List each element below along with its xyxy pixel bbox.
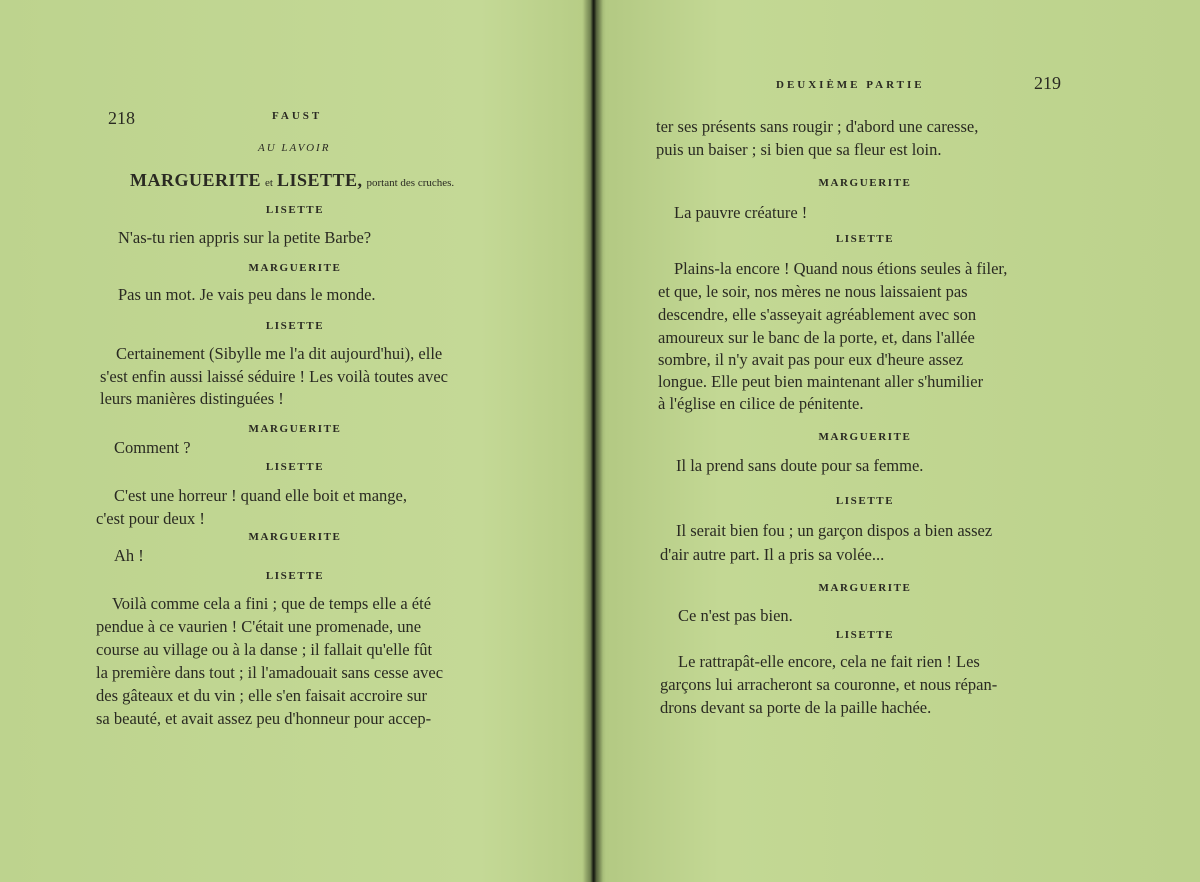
speaker-label: MARGUERITE — [818, 431, 912, 443]
cast-name-marguerite: MARGUERITE — [130, 170, 262, 190]
dialogue-line: Comment ? — [114, 438, 191, 457]
continuation-line: ter ses présents sans rougir ; d'abord une caresse, — [656, 117, 979, 136]
cast-conjunction: et — [265, 177, 273, 189]
speaker-label: MARGUERITE — [818, 582, 912, 594]
continuation-line: puis un baiser ; si bien que sa fleur est loin. — [656, 140, 942, 159]
dialogue-line: Le rattrapât-elle encore, cela ne fait rien ! Les — [678, 652, 980, 671]
speaker-label: LISETTE — [835, 629, 895, 641]
left-page — [0, 0, 590, 882]
dialogue-line: La pauvre créature ! — [674, 203, 808, 222]
dialogue-line: descendre, elle s'asseyait agréablement avec son — [658, 305, 977, 324]
speaker-label: MARGUERITE — [248, 531, 342, 543]
dialogue-line: C'est une horreur ! quand elle boit et mange, — [114, 486, 408, 505]
dialogue-line: Voilà comme cela a fini ; que de temps elle a été — [112, 594, 432, 613]
dialogue-line: c'est pour deux ! — [96, 509, 205, 528]
dialogue-line: Il la prend sans doute pour sa femme. — [676, 456, 924, 475]
dialogue-line: s'est enfin aussi laissé séduire ! Les voilà toutes avec — [100, 367, 448, 386]
running-head-left: FAUST — [272, 110, 323, 122]
speaker-label: MARGUERITE — [248, 262, 342, 274]
right-page — [600, 0, 1200, 882]
dialogue-line: Ce n'est pas bien. — [678, 606, 793, 625]
dialogue-line: pendue à ce vaurien ! C'était une promenade, une — [96, 617, 422, 636]
dialogue-line: Pas un mot. Je vais peu dans le monde. — [118, 285, 376, 304]
dialogue-line: la première dans tout ; il l'amadouait sans cesse avec — [96, 663, 444, 682]
dialogue-line: Plains-la encore ! Quand nous étions seules à filer, — [674, 259, 1008, 278]
dialogue-line: des gâteaux et du vin ; elle s'en faisait accroire sur — [96, 686, 428, 705]
dialogue-line: Certainement (Sibylle me l'a dit aujourd'hui), elle — [116, 344, 443, 363]
dialogue-line: sombre, il n'y avait pas pour eux d'heure assez — [658, 350, 964, 369]
page-number-right: 219 — [1034, 73, 1061, 93]
dialogue-line: leurs manières distinguées ! — [100, 389, 284, 408]
dialogue-line: garçons lui arracheront sa couronne, et nous répan- — [660, 675, 998, 694]
speaker-label: LISETTE — [835, 233, 895, 245]
cast-name-lisette: LISETTE, — [276, 170, 363, 190]
dialogue-line: amoureux sur le banc de la porte, et, dans l'allée — [658, 328, 975, 347]
dialogue-line: sa beauté, et avait assez peu d'honneur pour accep- — [96, 709, 432, 728]
speaker-label: LISETTE — [265, 204, 325, 216]
speaker-label: LISETTE — [835, 495, 895, 507]
cast-line — [130, 170, 454, 191]
scene-heading: AU LAVOIR — [258, 142, 331, 154]
page-number-left: 218 — [108, 108, 135, 128]
dialogue-line: à l'église en cilice de pénitente. — [658, 394, 864, 413]
speaker-label: MARGUERITE — [818, 177, 912, 189]
dialogue-line: N'as-tu rien appris sur la petite Barbe? — [118, 228, 372, 247]
cast-note: portant des cruches. — [366, 177, 455, 189]
dialogue-line: longue. Elle peut bien maintenant aller s'humilier — [658, 372, 984, 391]
dialogue-line: Ah ! — [114, 546, 144, 565]
running-head-right: DEUXIÈME PARTIE — [776, 79, 925, 91]
speaker-label: LISETTE — [265, 570, 325, 582]
dialogue-line: Il serait bien fou ; un garçon dispos a bien assez — [676, 521, 993, 540]
speaker-label: LISETTE — [265, 320, 325, 332]
speaker-label: MARGUERITE — [248, 423, 342, 435]
speaker-label: LISETTE — [265, 461, 325, 473]
dialogue-line: d'air autre part. Il a pris sa volée... — [660, 545, 885, 564]
dialogue-line: drons devant sa porte de la paille hachée. — [660, 698, 932, 717]
dialogue-line: course au village ou à la danse ; il fallait qu'elle fût — [96, 640, 433, 659]
dialogue-line: et que, le soir, nos mères ne nous laissaient pas — [658, 282, 968, 301]
